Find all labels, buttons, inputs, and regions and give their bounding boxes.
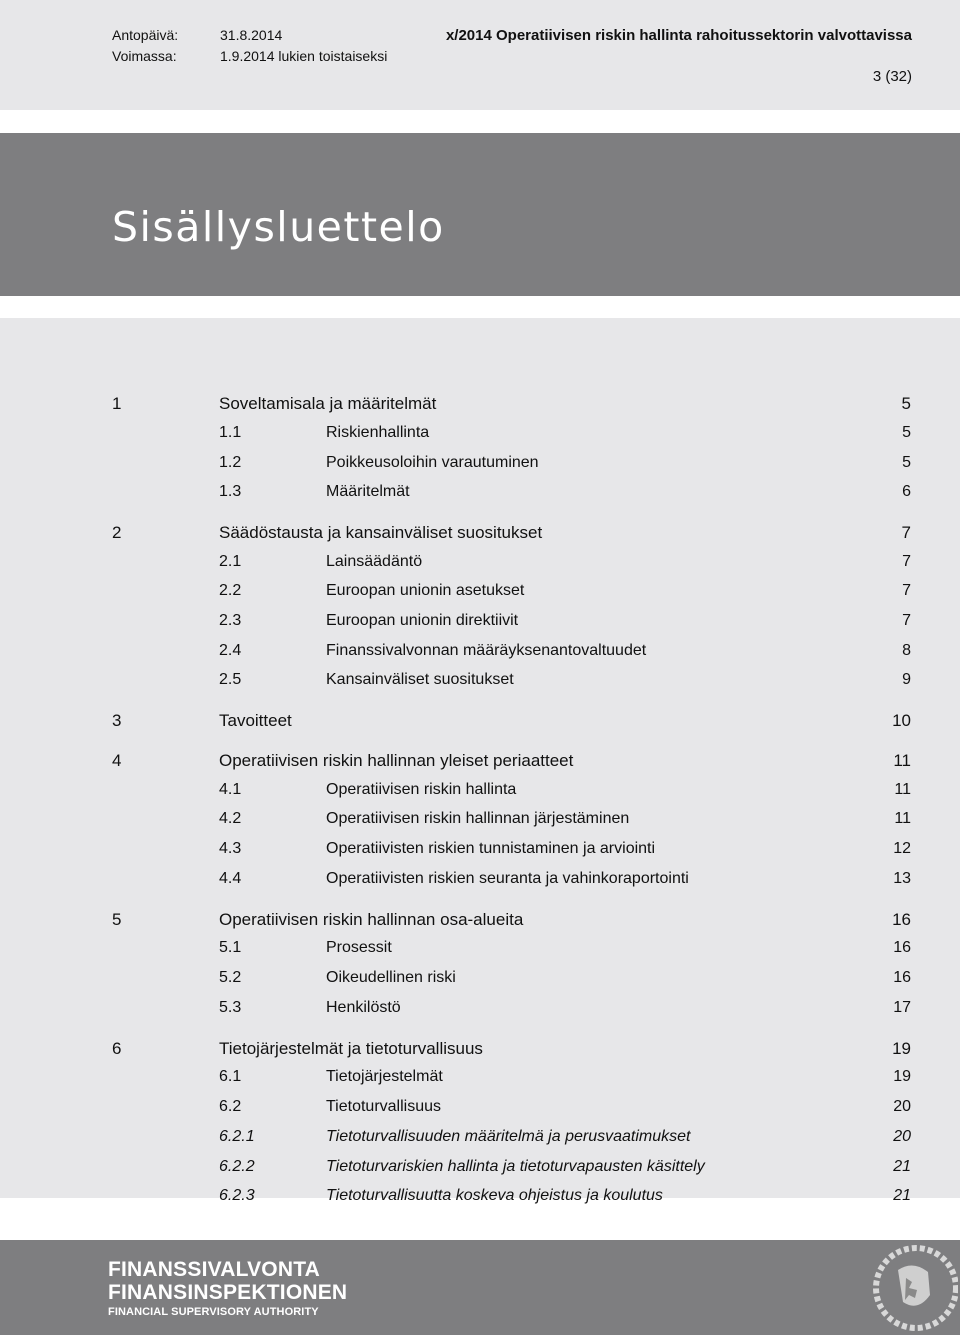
toc-number: 5.2 [219, 969, 242, 986]
toc-number: 1 [112, 394, 122, 413]
toc-title: Operatiivisten riskien tunnistaminen ja arviointi [326, 840, 656, 857]
toc-number: 4 [112, 751, 122, 770]
toc-number: 2.2 [219, 582, 242, 599]
toc-number: 6.2.3 [219, 1187, 255, 1204]
toc-title: Tietoturvallisuutta koskeva ohjeistus ja koulutus [326, 1187, 663, 1204]
toc-page-number: 7 [901, 523, 911, 542]
issue-date-value: 31.8.2014 [220, 27, 283, 43]
footer-band [0, 1240, 960, 1335]
logo-line-swedish: FINANSINSPEKTIONEN [108, 1281, 348, 1304]
toc-page-number: 16 [893, 969, 911, 986]
toc-title: Euroopan unionin asetukset [326, 582, 525, 599]
finnish-lion-crest-icon [858, 1240, 958, 1335]
toc-page-number: 19 [892, 1039, 911, 1058]
toc-page-number: 19 [893, 1068, 911, 1085]
toc-page-number: 10 [892, 711, 911, 730]
toc-number: 4.2 [219, 810, 242, 827]
toc-page-number: 8 [902, 642, 911, 659]
toc-title: Operatiivisten riskien seuranta ja vahinkoraportointi [326, 870, 689, 887]
toc-section-row[interactable] [0, 1128, 960, 1152]
toc-section-row[interactable] [0, 810, 960, 834]
valid-label: Voimassa: [112, 48, 177, 64]
page-number: 3 (32) [872, 68, 912, 85]
toc-page-number: 21 [893, 1187, 911, 1204]
toc-title: Tietoturvallisuuden määritelmä ja perusvaatimukset [326, 1128, 691, 1145]
toc-title: Säädöstausta ja kansainväliset suositukset [219, 523, 543, 542]
toc-number: 2.5 [219, 671, 242, 688]
toc-section-row[interactable] [0, 781, 960, 805]
toc-title: Prosessit [326, 939, 392, 956]
toc-section-row[interactable] [0, 1068, 960, 1092]
toc-title: Tietoturvallisuus [326, 1098, 442, 1115]
fiva-logo [108, 1259, 347, 1320]
toc-section-row[interactable] [0, 870, 960, 894]
document-title: x/2014 Operatiivisen riskin hallinta rahoitussektorin valvottavissa [445, 27, 912, 44]
toc-section-row[interactable] [0, 1187, 960, 1211]
toc-number: 4.3 [219, 840, 242, 857]
toc-title: Poikkeusoloihin varautuminen [326, 454, 539, 471]
toc-page-number: 9 [902, 671, 911, 688]
toc-chapter-row[interactable] [0, 910, 960, 934]
toc-title: Operatiivisen riskin hallinnan järjestäminen [326, 810, 630, 827]
toc-chapter-row[interactable] [0, 1039, 960, 1063]
toc-page-number: 5 [902, 424, 911, 441]
toc-number: 6.2 [219, 1098, 242, 1115]
toc-number: 6.2.1 [219, 1128, 255, 1145]
toc-number: 5.3 [219, 999, 242, 1016]
toc-number: 6.1 [219, 1068, 242, 1085]
toc-chapter-row[interactable] [0, 711, 960, 735]
toc-section-row[interactable] [0, 553, 960, 577]
toc-page-number: 13 [893, 870, 911, 887]
toc-number: 1.1 [219, 424, 242, 441]
toc-number: 6 [112, 1039, 122, 1058]
toc-section-row[interactable] [0, 612, 960, 636]
toc-page-number: 11 [893, 751, 911, 770]
toc-page-number: 11 [894, 810, 911, 827]
toc-title: Oikeudellinen riski [326, 969, 456, 986]
issue-date-label: Antopäivä: [112, 27, 179, 43]
toc-number: 4.1 [219, 781, 242, 798]
valid-value: 1.9.2014 lukien toistaiseksi [220, 48, 388, 64]
toc-chapter-row[interactable] [0, 523, 960, 547]
toc-number: 2.3 [219, 612, 242, 629]
toc-section-row[interactable] [0, 939, 960, 963]
logo-line-english: FINANCIAL SUPERVISORY AUTHORITY [108, 1306, 319, 1318]
toc-number: 1.3 [219, 483, 242, 500]
toc-chapter-row[interactable] [0, 751, 960, 775]
toc-section-row[interactable] [0, 582, 960, 606]
toc-page-number: 7 [902, 582, 911, 599]
toc-page-number: 6 [902, 483, 911, 500]
toc-number: 1.2 [219, 454, 242, 471]
toc-title: Operatiivisen riskin hallinnan yleiset periaatteet [219, 751, 574, 770]
toc-page-number: 20 [893, 1098, 911, 1115]
toc-page-number: 16 [893, 939, 911, 956]
toc-section-row[interactable] [0, 642, 960, 666]
toc-title: Riskienhallinta [326, 424, 430, 441]
toc-page-number: 11 [894, 781, 911, 798]
page-title: Sisällysluettelo [112, 203, 445, 251]
toc-section-row[interactable] [0, 969, 960, 993]
toc-page-number: 7 [902, 553, 911, 570]
toc-page-number: 16 [892, 910, 911, 929]
toc-title: Operatiivisen riskin hallinta [326, 781, 517, 798]
toc-title: Operatiivisen riskin hallinnan osa-alueita [219, 910, 524, 929]
toc-number: 5.1 [219, 939, 242, 956]
toc-page-number: 5 [902, 454, 911, 471]
toc-number: 5 [112, 910, 122, 929]
header-band [0, 0, 960, 110]
toc-title: Henkilöstö [326, 999, 401, 1016]
toc-title: Euroopan unionin direktiivit [326, 612, 519, 629]
toc-page-number: 7 [902, 612, 911, 629]
toc-section-row[interactable] [0, 1098, 960, 1122]
toc-title: Finanssivalvonnan määräyksenantovaltuudet [326, 642, 647, 659]
toc-section-row[interactable] [0, 424, 960, 448]
toc-page-number: 12 [893, 840, 911, 857]
toc-title: Tietoturvariskien hallinta ja tietoturvapausten käsittely [326, 1158, 705, 1175]
toc-page-number: 21 [893, 1158, 911, 1175]
toc-section-row[interactable] [0, 671, 960, 695]
toc-section-row[interactable] [0, 454, 960, 478]
toc-title: Lainsäädäntö [326, 553, 423, 570]
toc-page-number: 20 [893, 1128, 911, 1145]
toc-title: Määritelmät [326, 483, 410, 500]
toc-title: Tavoitteet [219, 711, 292, 730]
toc-chapter-row[interactable] [0, 394, 960, 418]
toc-page-number: 5 [901, 394, 911, 413]
logo-line-finnish: FINANSSIVALVONTA [108, 1258, 321, 1281]
toc-number: 2 [112, 523, 122, 542]
toc-number: 2.1 [219, 553, 242, 570]
toc-section-row[interactable] [0, 1158, 960, 1182]
toc-title: Tietojärjestelmät ja tietoturvallisuus [219, 1039, 483, 1058]
toc-page-number: 17 [893, 999, 911, 1016]
toc-number: 4.4 [219, 870, 242, 887]
toc-section-row[interactable] [0, 483, 960, 507]
toc-title: Tietojärjestelmät [326, 1068, 443, 1085]
toc-number: 6.2.2 [219, 1158, 255, 1175]
toc-title: Soveltamisala ja määritelmät [219, 394, 437, 413]
table-of-contents [0, 318, 960, 1204]
toc-number: 3 [112, 711, 122, 730]
title-band [0, 133, 960, 296]
toc-section-row[interactable] [0, 840, 960, 864]
toc-number: 2.4 [219, 642, 242, 659]
toc-title: Kansainväliset suositukset [326, 671, 514, 688]
toc-section-row[interactable] [0, 999, 960, 1023]
